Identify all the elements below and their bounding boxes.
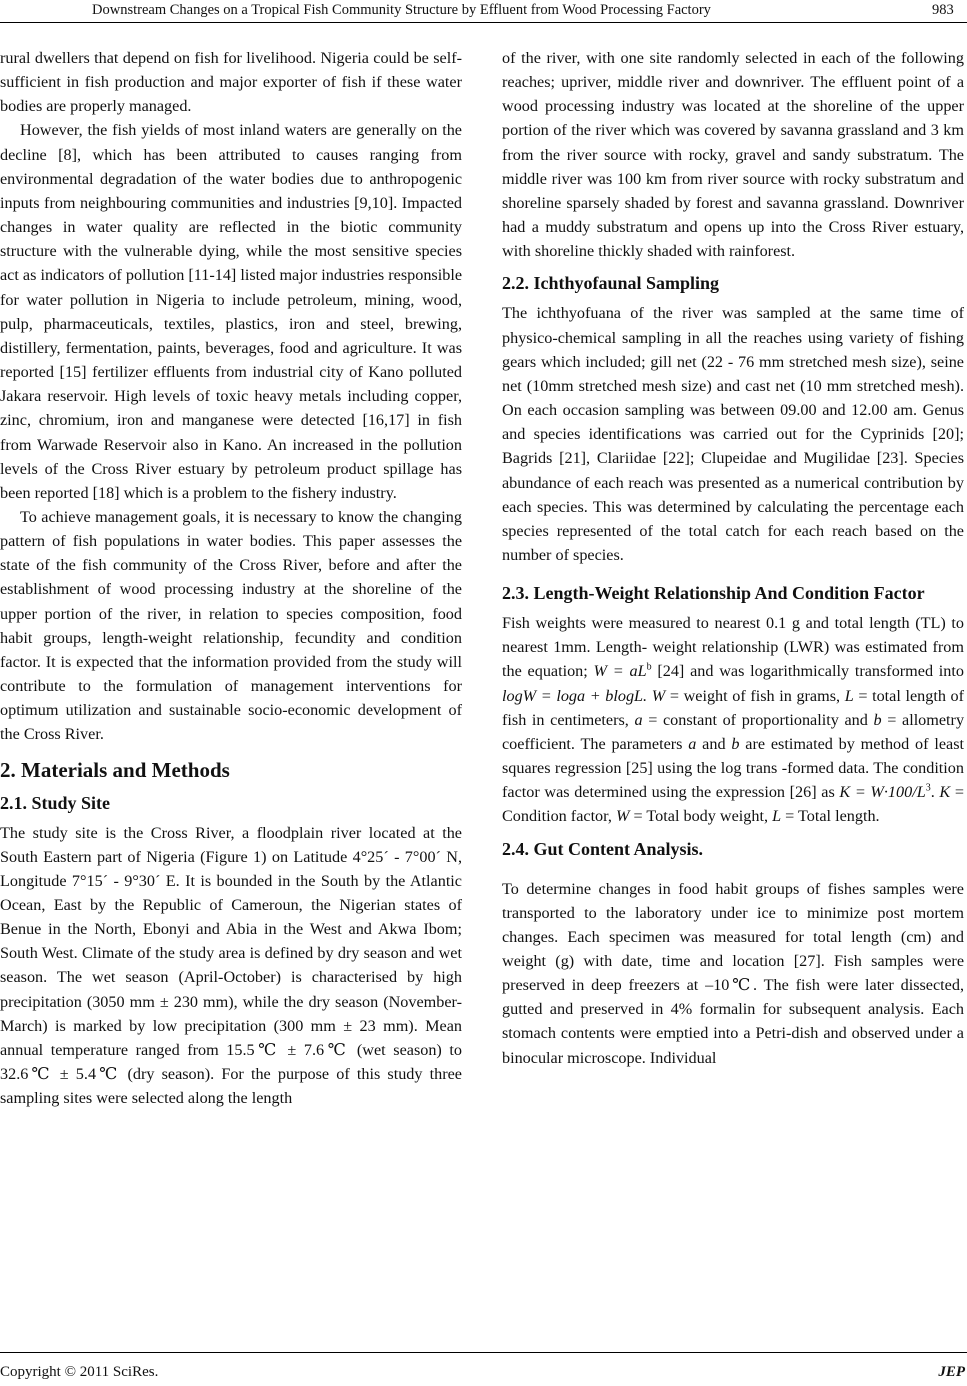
journal-abbrev: JEP [938, 1364, 965, 1380]
variable: L [844, 686, 854, 705]
text-run: = constant of proportionality and [648, 710, 868, 729]
exponent: b [646, 662, 652, 674]
copyright: Copyright © 2011 SciRes. [0, 1364, 159, 1380]
subsection-heading: 2.2. Ichthyofaunal Sampling [502, 273, 720, 294]
text-run: = total length of fish in centimeters, [502, 686, 965, 729]
variable: b [731, 734, 740, 753]
text-run: [24] and was logarithmically transformed into [657, 662, 964, 681]
running-title: Downstream Changes on a Tropical Fish Community Structure by Effluent from Wood Processing Factory [92, 2, 711, 18]
paragraph: rural dwellers that depend on fish for livelihood. Nigeria could be self-sufficient in fish production and major exporter of fish if these water bodies are properly managed. [0, 49, 462, 116]
text-run: = Total length. [785, 807, 880, 826]
subsection-heading: 2.1. Study Site [0, 792, 111, 813]
text-run: = allometry coefficient. The parameters [502, 710, 965, 753]
exponent: 3 [925, 782, 931, 794]
page-number: 983 [932, 2, 954, 18]
text-run: Fish weights were measured to nearest 0.1 g and total length (TL) to nearest 1mm. Length- weight relationship (LWR) was estimated from the equation; [502, 614, 964, 681]
paragraph: However, the fish yields of most inland waters are generally on the decline [8], which has been attributed to causes ranging from environmental degradation of the water bodies due to anthropogenic inputs from neighbouring communities and industries [9,10]. Impacted changes in water quality are reflected in the biotic community structure with the vulnerable dying, while the most sensitive species act as indicators of pollution [11-14] listed major industries responsible for water pollution in Nigeria to include petroleum, mining, wood, pulp, pharmaceuticals, textiles, plastics, iron and steel, brewing, distillery, fermentation, paints, beverages, food and agriculture. It was reported [15] fertilizer effluents from industrial city of Kano polluted Jakara reservoir. High levels of toxic heavy metals including copper, zinc, chromium, iron and manganese were detected [16,17] in fish from Warwade Reservoir also in Kano. An increased in the pollution levels of the Cross River estuary by petroleum product spillage has been reported [18] which is a problem to the fishery industry. [0, 121, 462, 502]
text-run: are estimated by method of least squares regression [25] using the log trans -formed data. The condition factor was determined using the expression [26] as [502, 734, 964, 802]
page-footer [0, 1352, 967, 1386]
equation-condition: K = W·100/L [839, 783, 926, 802]
paragraph: To determine changes in food habit groups of fishes samples were transported to the laboratory under ice to minimize post mortem changes. Each specimen was measured for total length (cm) and weight (g) with date, time and location [27]. Fish samples were preserved in deep freezers at –10℃. The fish were later dissected, gutted and preserved in 4% formalin for subsequent analysis. Each stomach contents were emptied into a Petri-dish and observed under a binocular microscope. Individual [502, 879, 964, 1067]
variable: K [939, 783, 951, 802]
subsection-heading: 2.3. Length-Weight Relationship And Condition Factor [502, 583, 925, 604]
equation-log: logW = loga + blogL. W [502, 686, 666, 705]
variable: a [634, 710, 643, 729]
equation-lwr: W = aL [593, 662, 647, 681]
paragraph: of the river, with one site randomly selected in each of the following reaches; upriver, middle river and downriver. The effluent point of a wood processing industry was located at the shoreline of the upper portion of the river which was covered by savanna grassland and 3 km from the river source with rocky, gravel and sandy substratum. The middle river was 100 km from river source with rocky substratum and shoreline sparsely shaded by forest and savanna grassland. Downriver had a muddy substratum and opens up into the Cross River estuary, with shoreline thickly shaded with rainforest. [502, 49, 964, 261]
variable: a [688, 734, 697, 753]
subsection-heading: 2.4. Gut Content Analysis. [502, 838, 704, 859]
text-run: and [702, 734, 726, 753]
page-header [0, 0, 967, 24]
variable: L [772, 807, 782, 826]
variable: b [873, 710, 882, 729]
footer-rule [0, 1352, 967, 1353]
variable: W [616, 807, 630, 826]
paragraph-lwr: Fish weights were measured to nearest 0.1 g and total length (TL) to nearest 1mm. Length- weight relationship (LWR) was estimated from the equation; $W = aL^b$ [24] and was logarithmically transformed into logW = loga + blogL. W = weight of fish in grams, L = total length of fish in centimeters, a = constant of proportionality and b = allometry coefficient. The parameters a and b are estimated by method of least squares regression [25] using the log trans -formed data. The condition factor was determined using the expression [26] as $K = W\cdot 100/L^3$. K = Condition factor, W = Total body weight, L = Total length. [502, 614, 965, 826]
left-column [0, 46, 462, 1110]
right-column [502, 46, 964, 1070]
text-run: = weight of fish in grams, [669, 686, 841, 705]
header-rule [0, 22, 967, 23]
text-run: = Condition factor, [502, 783, 964, 826]
paragraph: The ichthyofuana of the river was sampled at the same time of physico-chemical sampling in all the reaches using variety of fishing gears which included; gill net (22 - 76 mm stretched mesh size), seine net (10mm stretched mesh size) and cast net (10 mm stretched mesh). On each occasion sampling was between 09.00 and 12.00 am. Genus and species identifications was carried out for the Cyprinids [20]; Bagrids [21], Clariidae [22]; Clupeidae and Mugilidae [23]. Species abundance of each reach was presented as a numerical contribution by each species. This was determined by calculating the percentage each species represented of the total catch for each reach based on the number of species. [502, 304, 964, 564]
text-run: = Total body weight, [633, 807, 769, 826]
section-heading: 2. Materials and Methods [0, 757, 230, 782]
paragraph: The study site is the Cross River, a floodplain river located at the South Eastern part of Nigeria (Figure 1) on Latitude 4°25´ - 7°00´ N, Longitude 7°15´ - 9°30´ E. It is bounded in the South by the Atlantic Ocean, East by the Republic of Cameroun, the Nigerian states of Benue in the North, Ebonyi and Abia in the West and Akwa Ibom; South West. Climate of the study area is defined by dry season and wet season. The wet season (April-October) is characterised by high precipitation (3050 mm ± 230 mm), while the dry season (November-March) is marked by low precipitation (300 mm ± 23 mm). Mean annual temperature ranged from 15.5℃ ± 7.6℃ (wet season) to 32.6℃ ± 5.4℃ (dry season). For the purpose of this study three sampling sites were selected along the length [0, 823, 462, 1108]
paragraph: To achieve management goals, it is necessary to know the changing pattern of fish populations in water bodies. This paper assesses the state of the fish community of the Cross River, before and after the establishment of wood processing industry at the shoreline of the upper portion of the river, in relation to species composition, food habit groups, length-weight relationship, fecundity and condition factor. It is expected that the information provided from the study will contribute to the formulation of management interventions for optimum utilization and sustainable socio-economic development of the Cross River. [0, 507, 462, 744]
